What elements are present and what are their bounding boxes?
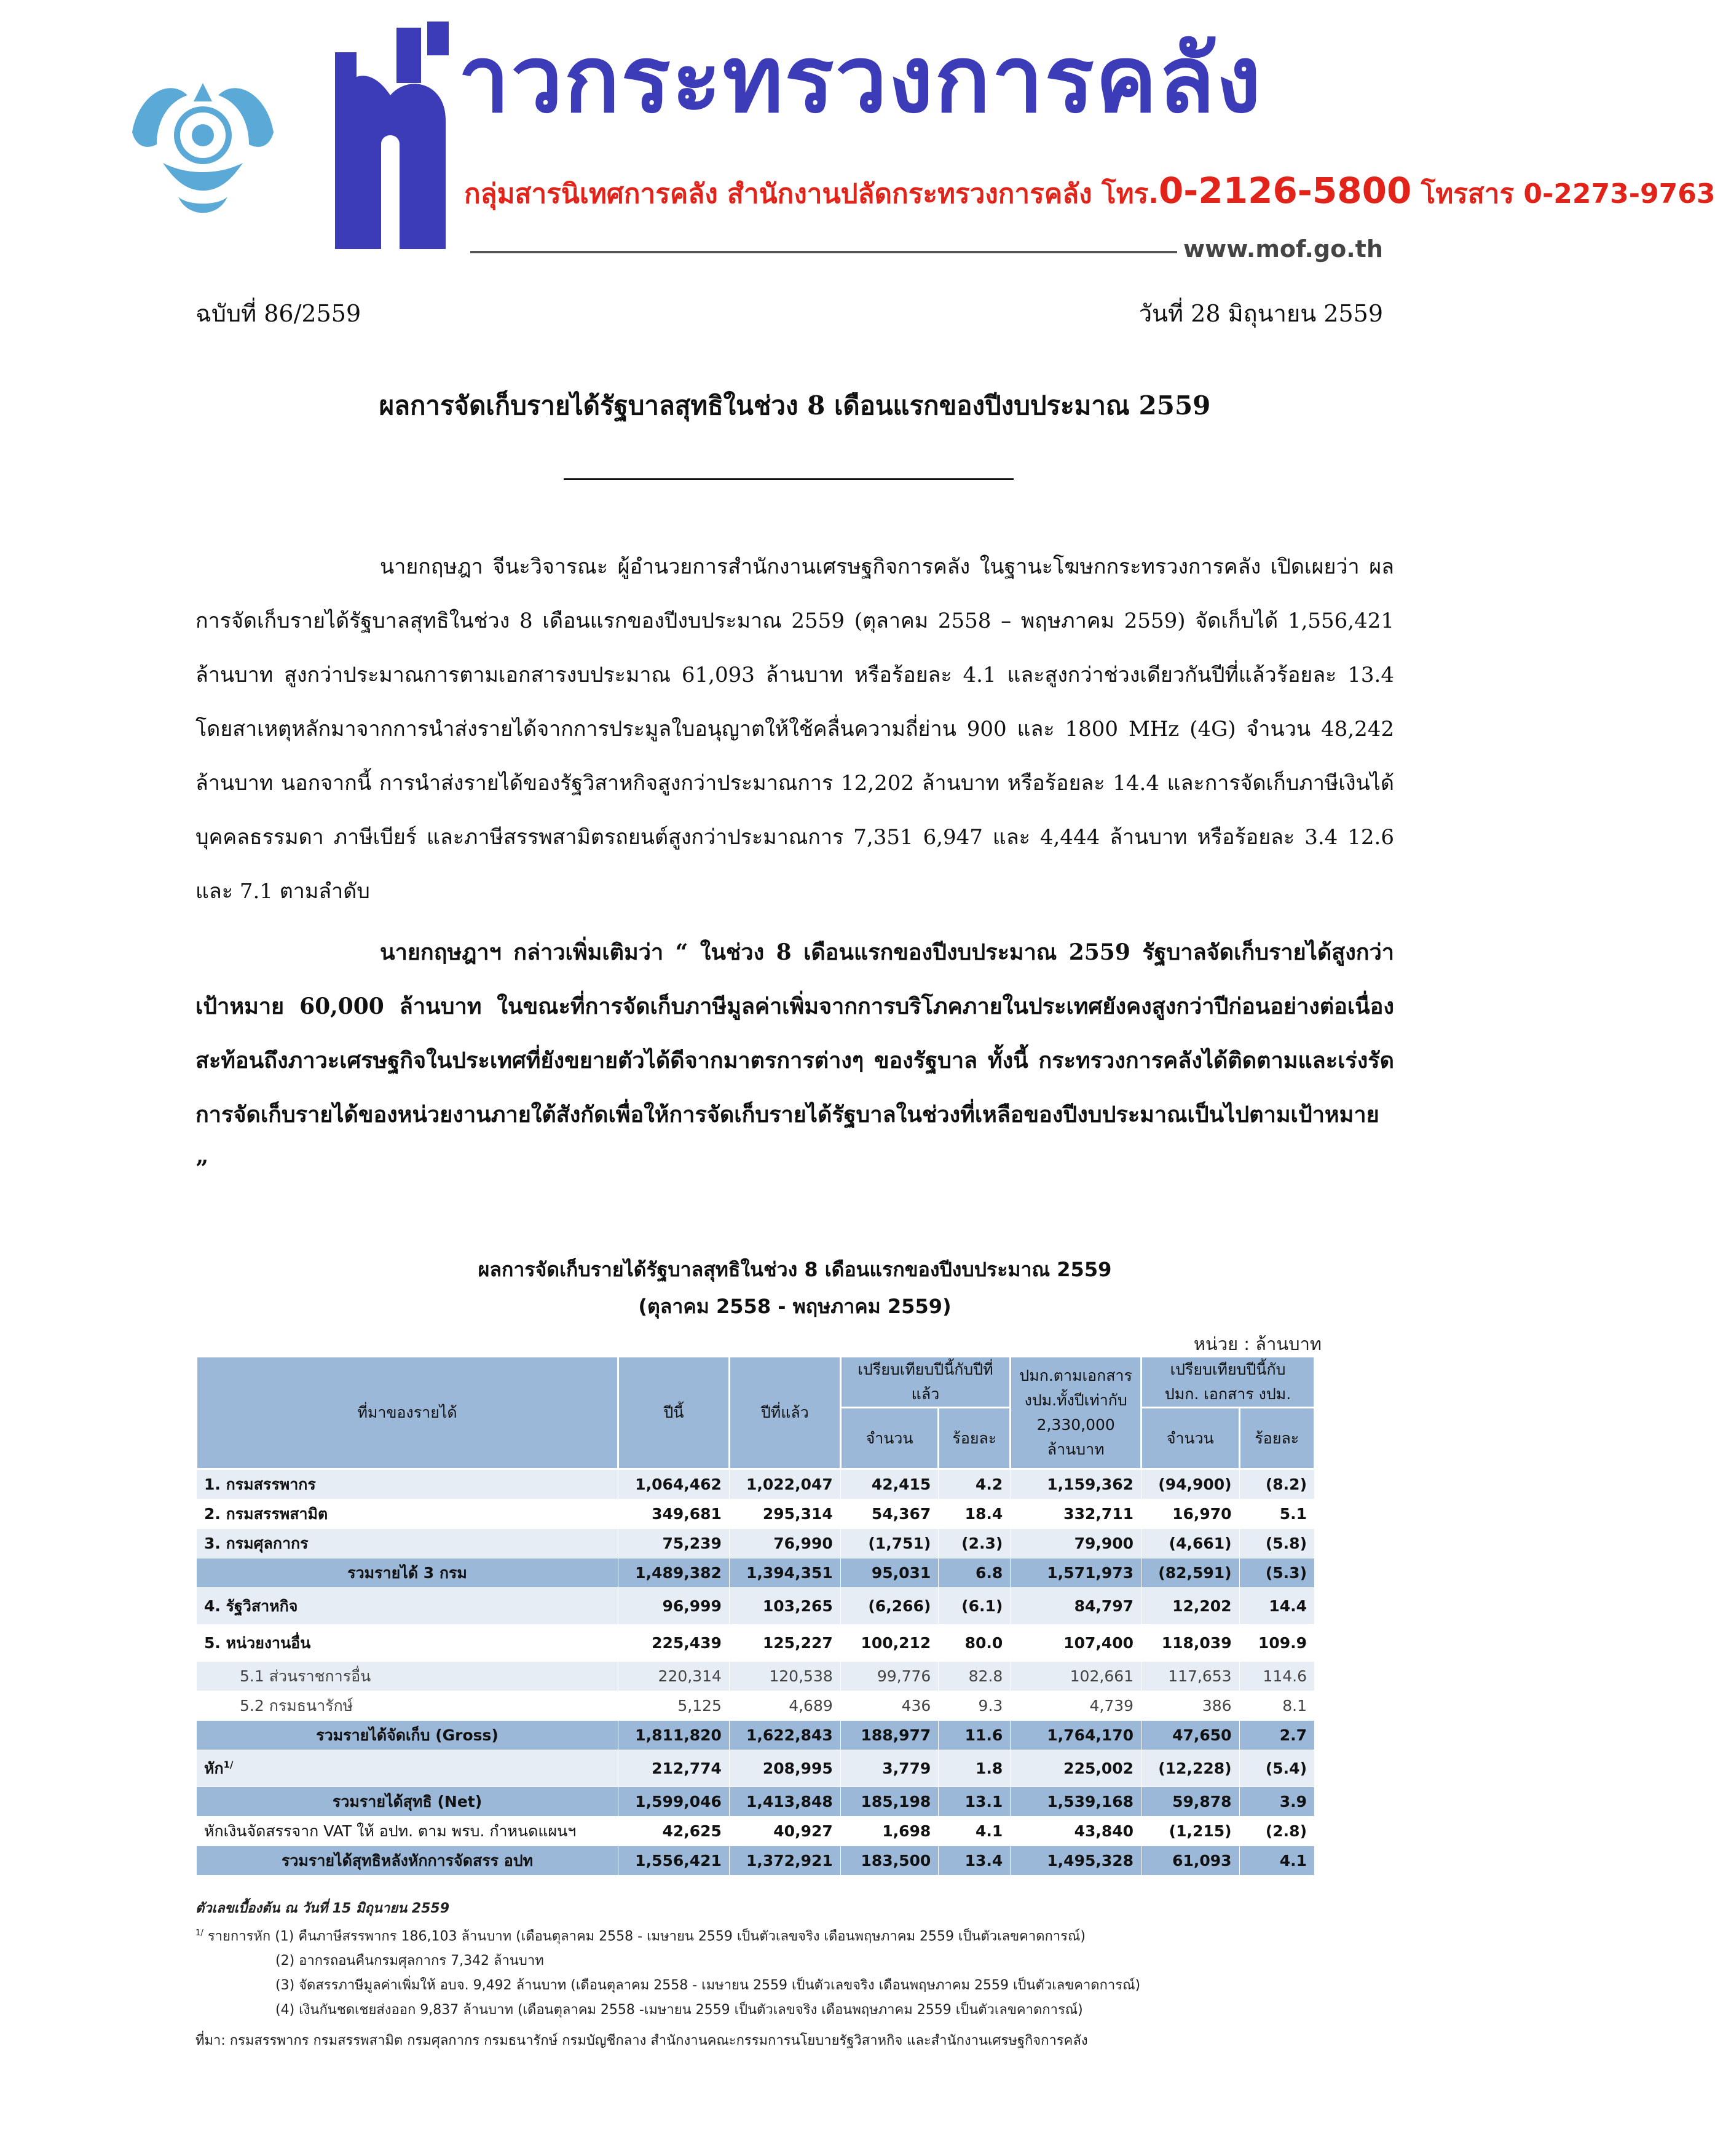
cell: 96,999 bbox=[618, 1588, 730, 1625]
cell: 9.3 bbox=[939, 1691, 1011, 1721]
footnote-line: $^{1/}$ รายการหัก (1) คืนภาษีสรรพากร 186,103 ล้านบาท (เดือนตุลาคม 2558 - เมษายน 2559 เป็นตัวเลขจริง เดือนพฤษภาคม 2559 เป็นตัวเลขคาดการณ์) bbox=[195, 1929, 1086, 1945]
cell: 120,538 bbox=[729, 1662, 840, 1691]
cell: 220,314 bbox=[618, 1662, 730, 1691]
table-title: ผลการจัดเก็บรายได้รัฐบาลสุทธิในช่วง 8 เดือนแรกของปีงบประมาณ 2559 bbox=[478, 1258, 1112, 1281]
row-label: 1. กรมสรรพากร bbox=[197, 1469, 618, 1499]
cell: 42,415 bbox=[840, 1469, 939, 1499]
row-label: 2. กรมสรรพสามิต bbox=[197, 1499, 618, 1529]
cell: 225,439 bbox=[618, 1625, 730, 1662]
cell: 1.8 bbox=[939, 1750, 1011, 1787]
cell: 1,372,921 bbox=[729, 1846, 840, 1876]
cell: 43,840 bbox=[1011, 1817, 1141, 1846]
brand-fax: โทรสาร 0-2273-9763 bbox=[1411, 178, 1715, 210]
table-row bbox=[197, 1691, 1315, 1721]
preliminary-note: ตัวเลขเบื้องต้น ณ วันที่ 15 มิถุนายน 2559 bbox=[195, 1901, 450, 1916]
header-rule bbox=[470, 251, 1177, 253]
cell: 332,711 bbox=[1011, 1499, 1141, 1529]
brand-subtitle: กลุ่มสารนิเทศการคลัง สำนักงานปลัดกระทรวงการคลัง โทร.0-2126-5800 โทรสาร 0-2273-9763 bbox=[464, 170, 1715, 211]
table-row-total bbox=[197, 1558, 1315, 1588]
col-header-last-year: ปีที่แล้ว bbox=[729, 1357, 840, 1469]
table-row bbox=[197, 1469, 1315, 1499]
cell: 185,198 bbox=[840, 1787, 939, 1817]
cell: (4,661) bbox=[1141, 1529, 1240, 1558]
col-header-amount: จำนวน bbox=[1141, 1408, 1240, 1469]
cell: 40,927 bbox=[729, 1817, 840, 1846]
footnote-line: (4) เงินกันชดเชยส่งออก 9,837 ล้านบาท (เดือนตุลาคม 2558 -เมษายน 2559 เป็นตัวเลขจริง เดือนพฤษภาคม 2559 เป็นตัวเลขคาดการณ์) bbox=[275, 2002, 1083, 2018]
issue-date: วันที่ 28 มิถุนายน 2559 bbox=[1138, 300, 1383, 327]
cell: 1,413,848 bbox=[729, 1787, 840, 1817]
cell: (8.2) bbox=[1239, 1469, 1314, 1499]
cell: (2.8) bbox=[1239, 1817, 1314, 1846]
cell: 225,002 bbox=[1011, 1750, 1141, 1787]
cell: 102,661 bbox=[1011, 1662, 1141, 1691]
cell: 42,625 bbox=[618, 1817, 730, 1846]
brand-title: าวกระทรวงการคลัง bbox=[458, 26, 1263, 133]
issue-number: ฉบับที่ 86/2559 bbox=[195, 300, 361, 327]
cell: 18.4 bbox=[939, 1499, 1011, 1529]
cell: 13.4 bbox=[939, 1846, 1011, 1876]
cell: 1,599,046 bbox=[618, 1787, 730, 1817]
cell: 349,681 bbox=[618, 1499, 730, 1529]
cell: 1,064,462 bbox=[618, 1469, 730, 1499]
cell: 188,977 bbox=[840, 1721, 939, 1750]
cell: 1,556,421 bbox=[618, 1846, 730, 1876]
table-subtitle: (ตุลาคม 2558 - พฤษภาคม 2559) bbox=[638, 1295, 952, 1318]
cell: 109.9 bbox=[1239, 1625, 1314, 1662]
col-header-source: ที่มาของรายได้ bbox=[197, 1357, 618, 1469]
cell: 295,314 bbox=[729, 1499, 840, 1529]
cell: 4.1 bbox=[939, 1817, 1011, 1846]
row-label: 3. กรมศุลกากร bbox=[197, 1529, 618, 1558]
cell: 82.8 bbox=[939, 1662, 1011, 1691]
cell: 4,739 bbox=[1011, 1691, 1141, 1721]
row-label: 4. รัฐวิสาหกิจ bbox=[197, 1588, 618, 1625]
footnote-line: (2) อากรถอนคืนกรมศุลกากร 7,342 ล้านบาท bbox=[275, 1953, 544, 1969]
cell: 100,212 bbox=[840, 1625, 939, 1662]
source-note: ที่มา: กรมสรรพากร กรมสรรพสามิต กรมศุลกากร กรมธนารักษ์ กรมบัญชีกลาง สำนักงานคณะกรรมการนโยบายรัฐวิสาหกิจ และสำนักงานเศรษฐกิจการคลัง bbox=[195, 2033, 1088, 2048]
row-label: รวมรายได้จัดเก็บ (Gross) bbox=[197, 1721, 618, 1750]
title-underline bbox=[564, 478, 1014, 480]
col-header-percent: ร้อยละ bbox=[939, 1408, 1011, 1469]
col-header-compare-budget: เปรียบเทียบปีนี้กับ ปมก. เอกสาร งปม. bbox=[1141, 1357, 1315, 1408]
cell: (1,751) bbox=[840, 1529, 939, 1558]
garuda-seal-logo bbox=[120, 58, 286, 224]
cell: 6.8 bbox=[939, 1558, 1011, 1588]
col-header-this-year: ปีนี้ bbox=[618, 1357, 730, 1469]
table-row bbox=[197, 1750, 1315, 1787]
cell: 117,653 bbox=[1141, 1662, 1240, 1691]
page-title: ผลการจัดเก็บรายได้รัฐบาลสุทธิในช่วง 8 เดือนแรกของปีงบประมาณ 2559 bbox=[379, 390, 1211, 421]
table-row bbox=[197, 1662, 1315, 1691]
cell: 3,779 bbox=[840, 1750, 939, 1787]
cell: 11.6 bbox=[939, 1721, 1011, 1750]
cell: (6,266) bbox=[840, 1588, 939, 1625]
cell: 16,970 bbox=[1141, 1499, 1240, 1529]
table-unit: หน่วย : ล้านบาท bbox=[1193, 1333, 1322, 1354]
cell: 13.1 bbox=[939, 1787, 1011, 1817]
table-row-total bbox=[197, 1721, 1315, 1750]
col-header-compare-last-year: เปรียบเทียบปีนี้กับปีที่แล้ว bbox=[840, 1357, 1011, 1408]
cell: 1,698 bbox=[840, 1817, 939, 1846]
cell: 59,878 bbox=[1141, 1787, 1240, 1817]
body-paragraph-2: นายกฤษฎาฯ กล่าวเพิ่มเติมว่า “ ในช่วง 8 เดือนแรกของปีงบประมาณ 2559 รัฐบาลจัดเก็บรายได้สูงกว่าเป้าหมาย 60,000 ล้านบาท ในขณะที่การจัดเก็บภาษีมูลค่าเพิ่มจากการบริโภคภายในประเทศยังคงสูงกว่าปีก่อนอย่างต่อเนื่อง สะท้อนถึงภาวะเศรษฐกิจในประเทศที่ยังขยายตัวได้ดีจากมาตรการต่างๆ ของรัฐบาล ทั้งนี้ กระทรวงการคลังได้ติดตามและเร่งรัดการจัดเก็บรายได้ของหน่วยงานภายใต้สังกัดเพื่อให้การจัดเก็บรายได้รัฐบาลในช่วงที่เหลือของปีงบประมาณเป็นไปตามเป้าหมาย ” bbox=[195, 939, 1394, 1182]
cell: (2.3) bbox=[939, 1529, 1011, 1558]
cell: 8.1 bbox=[1239, 1691, 1314, 1721]
table-notes bbox=[195, 1897, 1394, 2023]
row-label: รวมรายได้ 3 กรม bbox=[197, 1558, 618, 1588]
cell: 3.9 bbox=[1239, 1787, 1314, 1817]
cell: 14.4 bbox=[1239, 1588, 1314, 1625]
cell: (82,591) bbox=[1141, 1558, 1240, 1588]
cell: 1,022,047 bbox=[729, 1469, 840, 1499]
cell: 5,125 bbox=[618, 1691, 730, 1721]
table-row-total bbox=[197, 1846, 1315, 1876]
cell: 75,239 bbox=[618, 1529, 730, 1558]
cell: 99,776 bbox=[840, 1662, 939, 1691]
cell: 1,571,973 bbox=[1011, 1558, 1141, 1588]
row-label: หัก$^{1/}$ bbox=[197, 1750, 618, 1787]
cell: 118,039 bbox=[1141, 1625, 1240, 1662]
brand-phone: 0-2126-5800 bbox=[1158, 170, 1412, 211]
table-row bbox=[197, 1817, 1315, 1846]
cell: 1,489,382 bbox=[618, 1558, 730, 1588]
cell: (12,228) bbox=[1141, 1750, 1240, 1787]
cell: 125,227 bbox=[729, 1625, 840, 1662]
cell: 4,689 bbox=[729, 1691, 840, 1721]
row-label: รวมรายได้สุทธิหลังหักการจัดสรร อปท bbox=[197, 1846, 618, 1876]
brand-big-letter bbox=[323, 15, 458, 255]
cell: 183,500 bbox=[840, 1846, 939, 1876]
col-header-amount: จำนวน bbox=[840, 1408, 939, 1469]
cell: 436 bbox=[840, 1691, 939, 1721]
cell: (5.3) bbox=[1239, 1558, 1314, 1588]
revenue-table bbox=[195, 1356, 1315, 1876]
cell: 5.1 bbox=[1239, 1499, 1314, 1529]
cell: 1,394,351 bbox=[729, 1558, 840, 1588]
cell: 95,031 bbox=[840, 1558, 939, 1588]
row-label: หักเงินจัดสรรจาก VAT ให้ อปท. ตาม พรบ. กำหนดแผนฯ bbox=[197, 1817, 618, 1846]
cell: 76,990 bbox=[729, 1529, 840, 1558]
cell: (1,215) bbox=[1141, 1817, 1240, 1846]
cell: 103,265 bbox=[729, 1588, 840, 1625]
table-row-total bbox=[197, 1787, 1315, 1817]
cell: 107,400 bbox=[1011, 1625, 1141, 1662]
cell: 208,995 bbox=[729, 1750, 840, 1787]
cell: 47,650 bbox=[1141, 1721, 1240, 1750]
cell: (5.4) bbox=[1239, 1750, 1314, 1787]
cell: 1,159,362 bbox=[1011, 1469, 1141, 1499]
cell: 84,797 bbox=[1011, 1588, 1141, 1625]
cell: (5.8) bbox=[1239, 1529, 1314, 1558]
cell: (6.1) bbox=[939, 1588, 1011, 1625]
row-label: 5.2 กรมธนารักษ์ bbox=[197, 1691, 618, 1721]
cell: 80.0 bbox=[939, 1625, 1011, 1662]
col-header-percent: ร้อยละ bbox=[1239, 1408, 1314, 1469]
body-paragraph-1: นายกฤษฎา จีนะวิจารณะ ผู้อำนวยการสำนักงานเศรษฐกิจการคลัง ในฐานะโฆษกกระทรวงการคลัง เปิดเผยว่า ผลการจัดเก็บรายได้รัฐบาลสุทธิในช่วง 8 เดือนแรกของปีงบประมาณ 2559 (ตุลาคม 2558 – พฤษภาคม 2559) จัดเก็บได้ 1,556,421 ล้านบาท สูงกว่าประมาณการตามเอกสารงบประมาณ 61,093 ล้านบาท หรือร้อยละ 4.1 และสูงกว่าช่วงเดียวกันปีที่แล้วร้อยละ 13.4 โดยสาเหตุหลักมาจากการนำส่งรายได้จากการประมูลใบอนุญาตให้ใช้คลื่นความถี่ย่าน 900 และ 1800 MHz (4G) จำนวน 48,242 ล้านบาท นอกจากนี้ การนำส่งรายได้ของรัฐวิสาหกิจสูงกว่าประมาณการ 12,202 ล้านบาท หรือร้อยละ 14.4 และการจัดเก็บภาษีเงินได้บุคคลธรรมดา ภาษีเบียร์ และภาษีสรรพสามิตรถยนต์สูงกว่าประมาณการ 7,351 6,947 และ 4,444 ล้านบาท หรือร้อยละ 3.4 12.6 และ 7.1 ตามลำดับ bbox=[195, 555, 1394, 904]
cell: 1,811,820 bbox=[618, 1721, 730, 1750]
website-link[interactable]: www.mof.go.th bbox=[1183, 235, 1383, 263]
cell: 12,202 bbox=[1141, 1588, 1240, 1625]
cell: 1,495,328 bbox=[1011, 1846, 1141, 1876]
cell: 4.1 bbox=[1239, 1846, 1314, 1876]
cell: 4.2 bbox=[939, 1469, 1011, 1499]
cell: 2.7 bbox=[1239, 1721, 1314, 1750]
cell: 54,367 bbox=[840, 1499, 939, 1529]
footnote-line: (3) จัดสรรภาษีมูลค่าเพิ่มให้ อบจ. 9,492 ล้านบาท (เดือนตุลาคม 2558 - เมษายน 2559 เป็นตัวเลขจริง เดือนพฤษภาคม 2559 เป็นตัวเลขคาดการณ์) bbox=[275, 1978, 1141, 1994]
cell: (94,900) bbox=[1141, 1469, 1240, 1499]
row-label: 5. หน่วยงานอื่น bbox=[197, 1625, 618, 1662]
table-row bbox=[197, 1499, 1315, 1529]
row-label: รวมรายได้สุทธิ (Net) bbox=[197, 1787, 618, 1817]
table-row bbox=[197, 1625, 1315, 1662]
cell: 61,093 bbox=[1141, 1846, 1240, 1876]
cell: 79,900 bbox=[1011, 1529, 1141, 1558]
cell: 386 bbox=[1141, 1691, 1240, 1721]
table-row bbox=[197, 1588, 1315, 1625]
row-label: 5.1 ส่วนราชการอื่น bbox=[197, 1662, 618, 1691]
col-header-budget-doc: ปมก.ตามเอกสาร งปม.ทั้งปีเท่ากับ 2,330,000 ล้านบาท bbox=[1011, 1357, 1141, 1469]
table-row bbox=[197, 1529, 1315, 1558]
cell: 1,764,170 bbox=[1011, 1721, 1141, 1750]
cell: 114.6 bbox=[1239, 1662, 1314, 1691]
cell: 212,774 bbox=[618, 1750, 730, 1787]
cell: 1,539,168 bbox=[1011, 1787, 1141, 1817]
cell: 1,622,843 bbox=[729, 1721, 840, 1750]
